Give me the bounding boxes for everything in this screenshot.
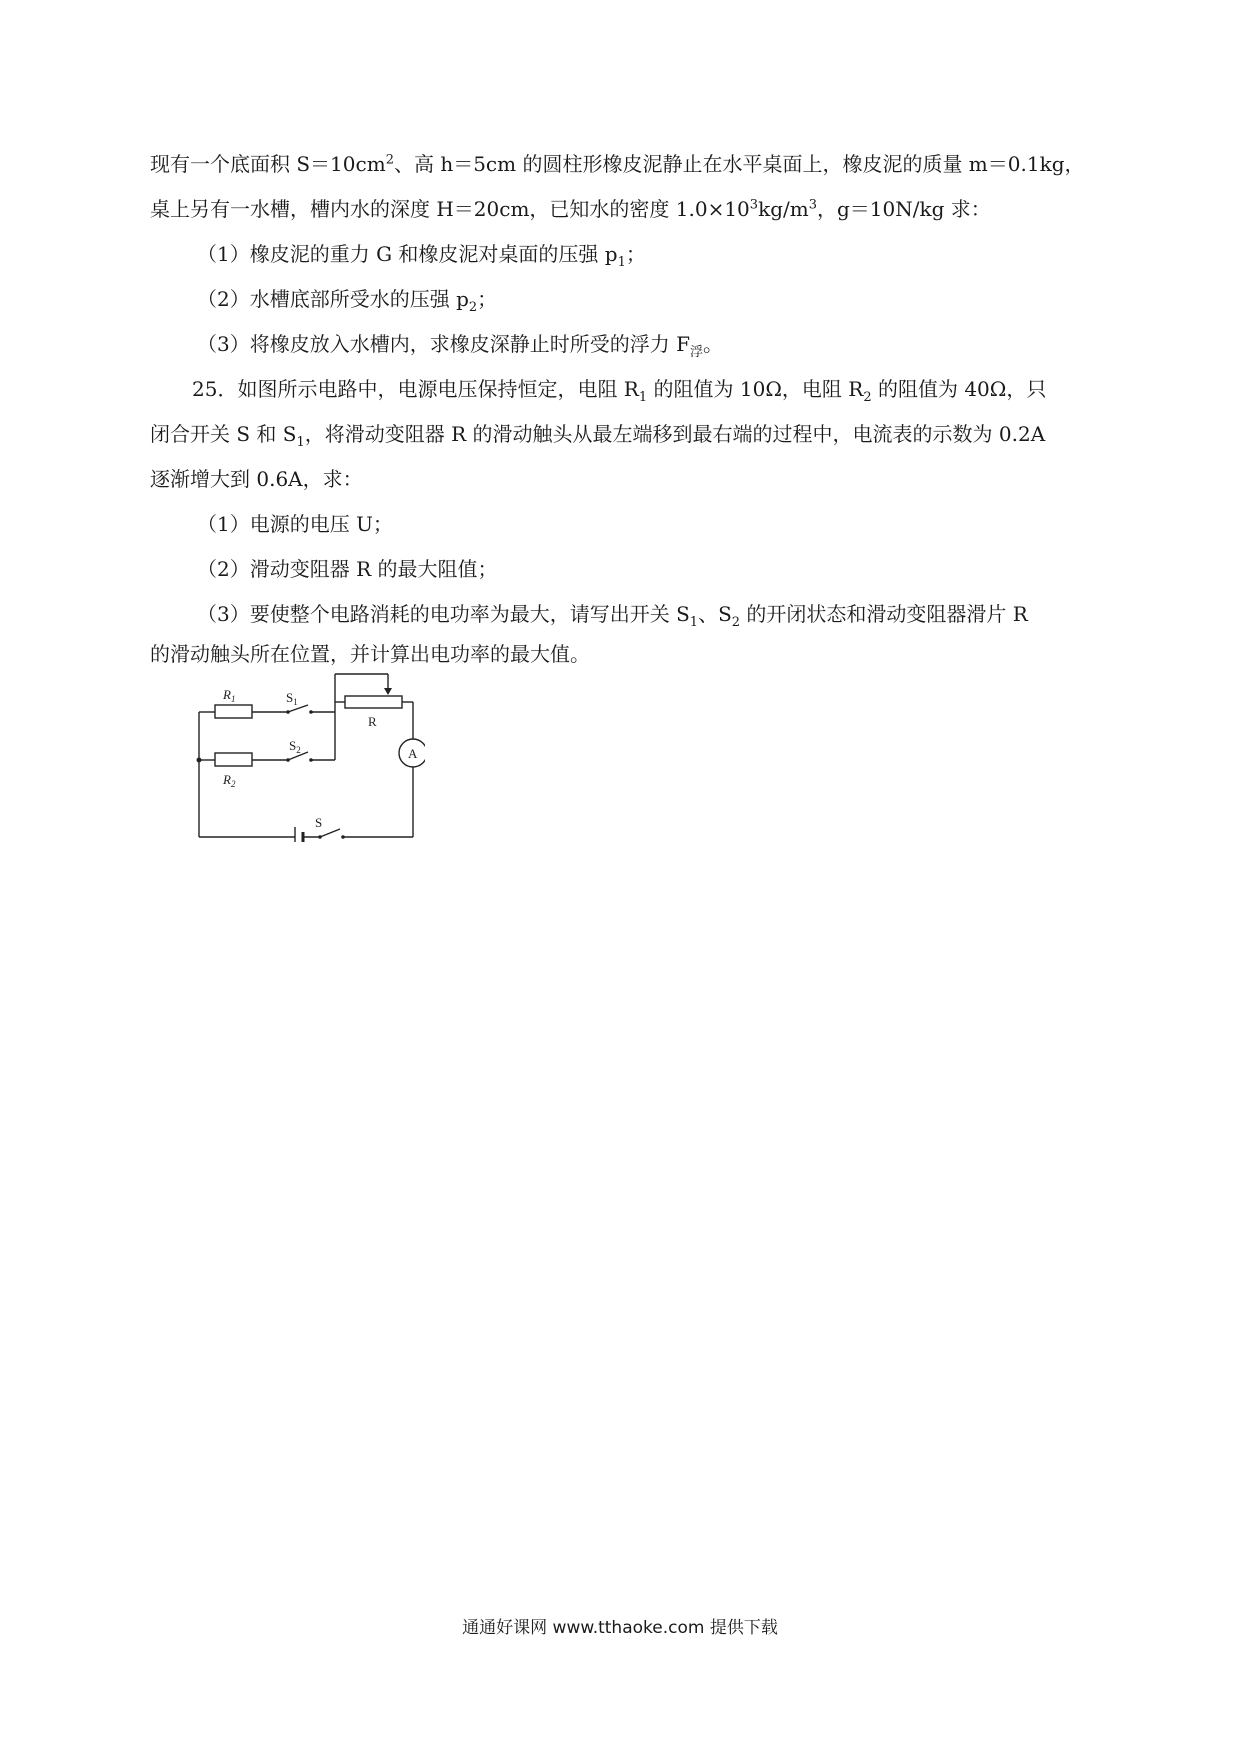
text: 现有一个底面积 S＝10cm <box>150 152 386 176</box>
text: 桌上另有一水槽，槽内水的深度 H＝20cm，已知水的密度 1.0×10 <box>150 197 750 221</box>
subscript: 1 <box>638 390 648 405</box>
text: ； <box>477 287 498 311</box>
text: 的阻值为 40Ω，只 <box>871 377 1047 401</box>
text: 25．如图所示电路中，电源电压保持恒定，电阻 R <box>192 377 639 401</box>
text: 的开闭状态和滑动变阻器滑片 R <box>740 602 1028 626</box>
text: kg/m <box>758 197 809 221</box>
subscript: 2 <box>731 615 741 630</box>
problem25-question3 <box>197 600 1028 628</box>
problem24-intro-line2 <box>150 195 991 223</box>
label-s2: $S_2$ <box>289 738 301 755</box>
text: （2）水槽底部所受水的压强 p <box>197 287 469 311</box>
label-s: S <box>315 815 323 830</box>
circuit-diagram <box>185 672 425 842</box>
text: 、高 h＝5cm 的圆柱形橡皮泥静止在水平桌面上，橡皮泥的质量 m＝0.1kg， <box>393 152 1085 176</box>
subscript: 1 <box>617 255 626 270</box>
problem25-question3-cont <box>150 640 590 668</box>
text: （2）滑动变阻器 R 的最大阻值； <box>197 557 498 581</box>
switch-s2-contact <box>309 758 313 762</box>
junction-dot <box>197 758 202 763</box>
label-r2: $R_2$ <box>223 772 236 789</box>
rheostat <box>345 696 402 708</box>
problem24-question1 <box>197 240 646 268</box>
switch-s1-contact <box>309 710 313 714</box>
resistor-r2 <box>215 753 252 766</box>
problem25-line1 <box>192 375 1046 403</box>
label-r1: $R_1$ <box>223 687 236 704</box>
subscript: 浮 <box>689 345 703 360</box>
text: 的阻值为 10Ω，电阻 R <box>647 377 864 401</box>
text: 、S <box>698 602 732 626</box>
text: 的滑动触头所在位置，并计算出电功率的最大值。 <box>150 642 590 666</box>
problem24-question2 <box>197 285 497 313</box>
subscript: 2 <box>863 390 872 405</box>
switch-s2-contact <box>286 758 290 762</box>
superscript: 2 <box>385 152 394 168</box>
problem25-line3 <box>150 465 363 493</box>
label-rheostat: R <box>368 714 377 729</box>
slider-arrow <box>384 688 392 695</box>
switch-s1-blade <box>288 705 308 712</box>
text: 闭合开关 S 和 S <box>150 422 297 446</box>
problem25-line2 <box>150 420 1045 448</box>
switch-s1-contact <box>286 710 290 714</box>
text: ； <box>625 242 646 266</box>
switch-s-blade <box>320 829 340 837</box>
text: （3）要使整个电路消耗的电功率为最大，请写出开关 S <box>197 602 690 626</box>
switch-s-contact <box>341 835 345 839</box>
switch-s-contact <box>318 835 322 839</box>
text: 。 <box>702 332 723 356</box>
label-ammeter: A <box>408 746 418 761</box>
subscript: 2 <box>468 300 478 315</box>
subscript: 1 <box>689 615 699 630</box>
subscript: 1 <box>296 435 305 450</box>
problem25-question1 <box>197 510 393 538</box>
resistor-r1 <box>215 705 252 718</box>
problem25-question2 <box>197 555 498 583</box>
text: 逐渐增大到 0.6A，求： <box>150 467 363 491</box>
superscript: 3 <box>749 197 759 213</box>
superscript: 3 <box>808 197 817 213</box>
label-s1: $S_1$ <box>286 690 298 707</box>
text: （3）将橡皮放入水槽内，求橡皮深静止时所受的浮力 F <box>197 332 690 356</box>
page-footer: 通通好课网 www.tthaoke.com 提供下载 <box>462 1618 778 1638</box>
text: （1）电源的电压 U； <box>197 512 393 536</box>
text: ，将滑动变阻器 R 的滑动触头从最左端移到最右端的过程中，电流表的示数为 0.2A <box>304 422 1046 446</box>
text: （1）橡皮泥的重力 G 和橡皮泥对桌面的压强 p <box>197 242 618 266</box>
text: ，g＝10N/kg 求： <box>816 197 991 221</box>
problem24-intro-line1 <box>150 150 1085 178</box>
problem24-question3 <box>197 330 723 358</box>
